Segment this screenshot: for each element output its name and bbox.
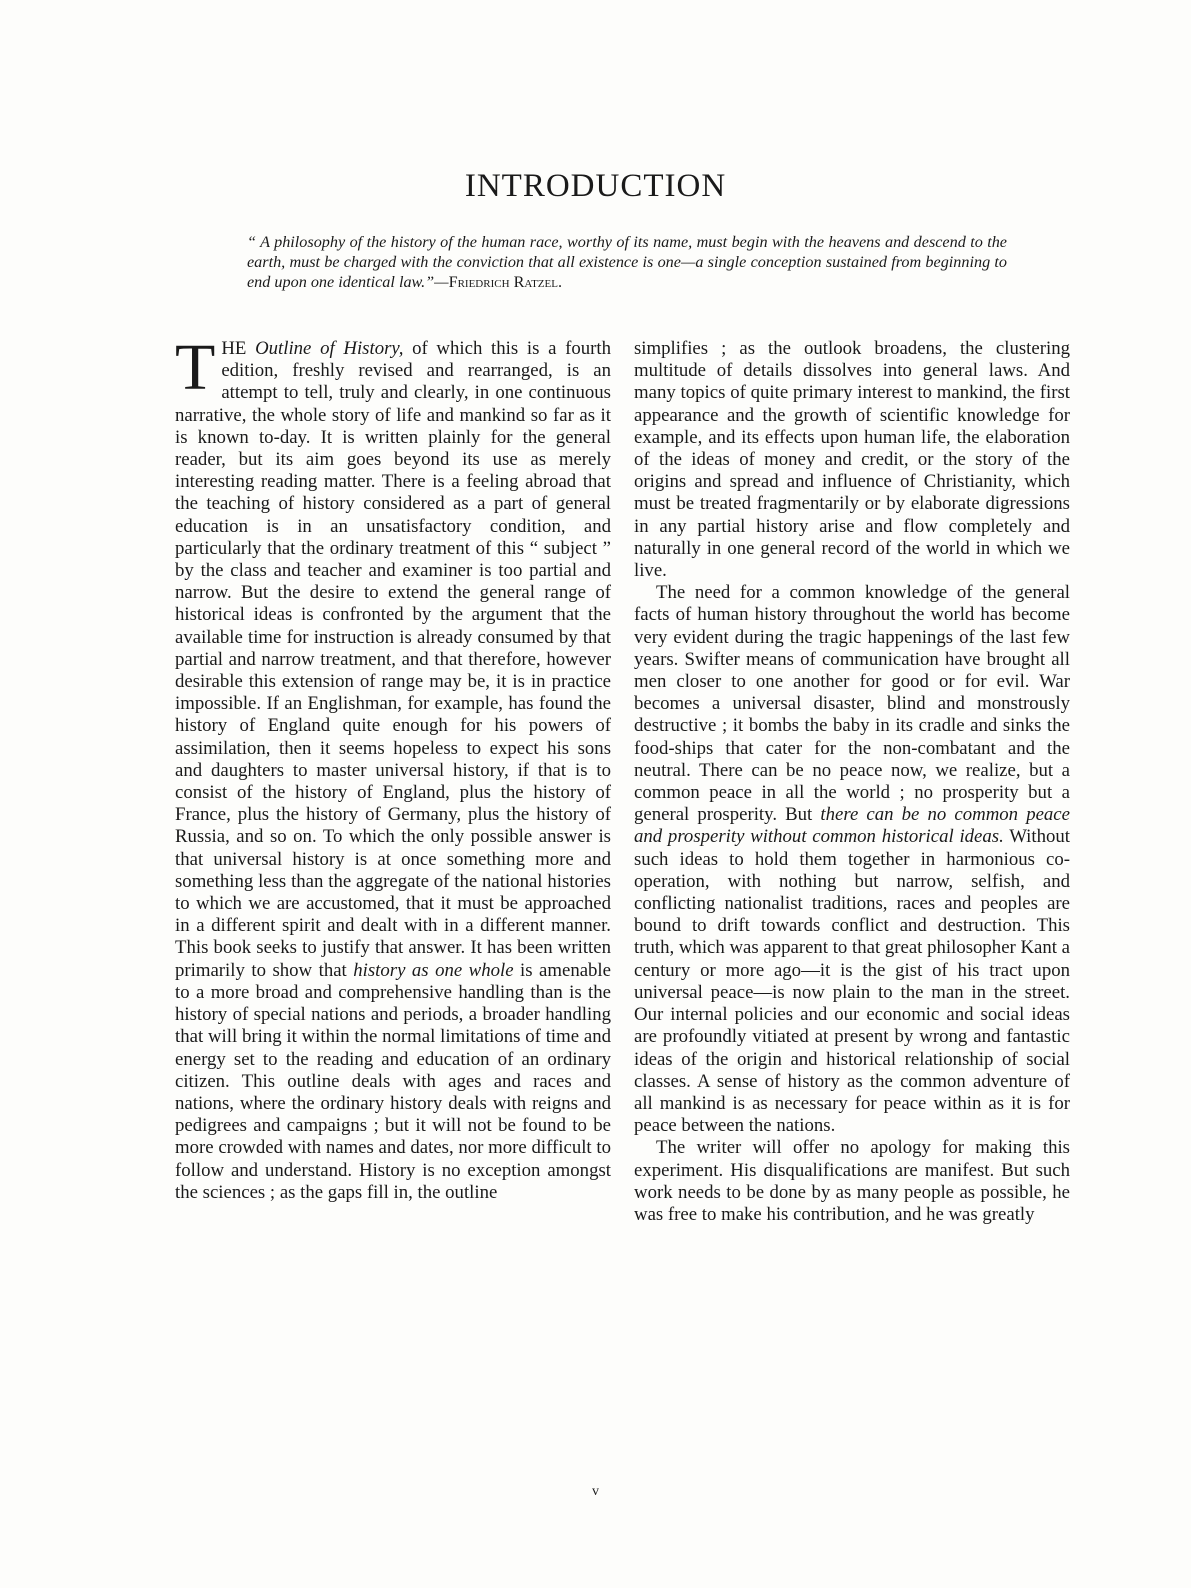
left-p1-start: HE [221, 338, 256, 359]
page-number: v [592, 1484, 599, 1499]
left-column [175, 331, 611, 1204]
drop-cap: T [175, 331, 216, 404]
left-p1-middle: of which this is a fourth edition, freshly revised and rearranged, is an attempt to tell, truly and clearly, in one continuous narrative, the whole story of life and mankind so far as it is known to-day. It is written plainly for the general reader, but its aim goes beyond its use as merely interesting reading matter. There is a feeling abroad that the teaching of history considered as a part of general education is in an unsatisfactory condition, and particularly that the ordinary treatment of this “ subject ” by the class and teacher and examiner is too partial and narrow. But the desire to extend the general range of historical ideas is confronted by the argument that the available time for instruction is already consumed by that partial and narrow treatment, and that therefore, however desirable this extension of range may be, it is in practice impossible. If an Englishman, for example, has found the history of England quite enough for his powers of assimilation, then it seems hopeless to expect his sons and daughters to master universal history, if that is to consist of the history of England, plus the history of France, plus the history of Germany, plus the history of Russia, and so on. To which the only possible answer is that universal history is at once something more and something less than the aggregate of the national histories to which we are accustomed, that it must be approached in a different spirit and dealt with in a different manner. This book seeks to justify that answer. It has been written primarily to show that [175, 338, 611, 981]
emphasis-history-whole: history as one whole [353, 959, 514, 981]
right-p2-end: Without such ideas to hold them together in harmonious co-operation, with nothing but narrow, selfish, and conflicting nationalist traditions, races and peoples are bound to drift towards conflict and destruction. This truth, which was apparent to that great philosopher Kant a century or more ago—it is the gist of his tract upon universal peace—is now plain to the man in the street. Our internal policies and our economic and social ideas are profoundly vitiated at present by wrong and fantastic ideas of the origin and historical relationship of social classes. A sense of history as the common adventure of all mankind is as necessary for peace within as it is for peace between the nations. [634, 826, 1071, 1137]
right-column [634, 338, 1070, 1226]
epigraph-author: Friedrich Ratzel. [448, 273, 563, 291]
book-title-italic: Outline of History, [255, 338, 404, 359]
epigraph-quote: “ A philosophy of the history of the human race, worthy of its name, must begin with the heavens and descend to the earth, must be charged with the conviction that all existence is one—a single conception sustained from beginning to end upon one identical law.”— [247, 233, 1007, 291]
left-paragraph-1 [175, 331, 611, 1204]
left-p1-end: is amenable to a more broad and comprehensive handling than is the history of special nations and periods, a broader handling that will bring it within the normal limitations of time and energy set to the reading and education of an ordinary citizen. This outline deals with ages and races and nations, where the ordinary history deals with reigns and pedigrees and campaigns ; but it will not be found to be more crowded with names and dates, nor more difficult to follow and understand. History is no exception amongst the sciences ; as the gaps fill in, the outline [175, 959, 611, 1203]
right-paragraph-3: The writer will offer no apology for making this experiment. His disqualifications are manifest. But such work needs to be done by as many people as possible, he was free to make his contribution, and he was greatly [634, 1137, 1070, 1225]
emphasis-common-peace: there can be no common peace and prosperity without common historical ideas. [634, 804, 1070, 848]
chapter-title: INTRODUCTION [464, 168, 727, 204]
right-paragraph-2 [634, 582, 1070, 1137]
right-p2-start: The need for a common knowledge of the general facts of human history throughout the world has become very evident during the tragic happenings of the last few years. Swifter means of communication have brought all men closer to one another for good or for evil. War becomes a universal disaster, blind and monstrously destructive ; it bombs the baby in its cradle and sinks the food-ships that cater for the non-combatant and the neutral. There can be no peace now, we realize, but a common peace in all the world ; no prosperity but a general prosperity. But [634, 582, 1070, 826]
epigraph [247, 232, 1007, 292]
right-paragraph-1: simplifies ; as the outlook broadens, the clustering multitude of details dissolves into general laws. And many topics of quite primary interest to mankind, the first appearance and the growth of scientific knowledge for example, and its effects upon human life, the elaboration of the ideas of money and credit, or the story of the origins and spread and influence of Christianity, which must be treated fragmentarily or by elaborate digressions in any partial history arise and flow completely and naturally in one general record of the world in which we live. [634, 338, 1070, 582]
